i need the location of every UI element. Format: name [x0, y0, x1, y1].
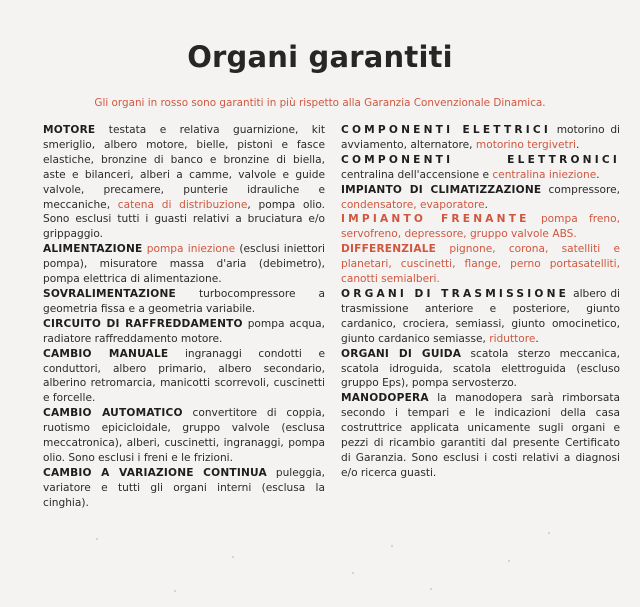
entry-label: MANODOPERA [341, 392, 429, 405]
entry-text: pompa acqua, radiatore raffreddamento motore. [43, 317, 325, 345]
entry-text-red: riduttore [489, 332, 536, 345]
entry-text: la manodopera sarà rimborsata secondo i tempari e le indicazioni della casa costruttrice applicata unicamente sugli organi e pezzi di ricambio garantiti dal presente Certificato di Garanzia. Sono esclusi i costi relativi a diagnosi e/o ricerca guasti. [341, 392, 620, 479]
entry-label: COMPONENTI ELETTRONICI [341, 153, 620, 166]
entry-label: CAMBIO MANUALE [43, 347, 169, 360]
entry-label: CIRCUITO DI RAFFREDDAMENTO [43, 317, 243, 330]
right-column [341, 123, 620, 481]
entry-sovralimentazione [43, 287, 325, 317]
entry-text-red: motorino tergivetri [475, 138, 576, 151]
entry-componenti-elettrici [341, 123, 620, 153]
entry-text-red: pompa freno, servofreno, depressore, gruppo valvole ABS. [341, 213, 620, 241]
entry-text-red: condensatore, evaporatore [341, 198, 485, 211]
entry-text-end: . [596, 168, 600, 181]
entry-motore [43, 123, 325, 242]
entry-text-red: centralina iniezione [492, 168, 597, 181]
entry-climatizzazione [341, 183, 620, 213]
entry-cambio-manuale [43, 347, 325, 407]
entry-text: ingranaggi condotti e conduttori, albero primario, albero secondario, alberino retromarcia, manicotti scorrevoli, cuscinetti e forcelle. [43, 347, 325, 405]
entry-raffreddamento [43, 317, 325, 347]
entry-text-end: , pompa olio. Sono esclusi tutti i guasti relativi a bruciatura e/o grippaggio. [43, 198, 325, 241]
entry-text-red: pompa iniezione [146, 243, 236, 256]
entry-label: CAMBIO AUTOMATICO [43, 407, 183, 420]
entry-label: IMPIANTO DI CLIMATIZZAZIONE [341, 183, 542, 196]
entry-text: compressore, [541, 183, 620, 196]
entry-cambio-automatico [43, 406, 325, 466]
entry-text: convertitore di coppia, ruotismo epicicloidale, gruppo valvole (esclusa meccatronica), alberi, cuscinetti, ingranaggi, pompa olio. Sono esclusi i freni e le frizioni. [43, 407, 325, 464]
entry-text-end: . [535, 332, 539, 345]
page-title: Organi garantiti [187, 40, 453, 74]
entry-manodopera [341, 391, 620, 480]
entry-alimentazione [43, 242, 325, 287]
entry-text: puleggia, variatore e tutti gli organi interni (esclusa la cinghia). [43, 466, 325, 509]
page-subtitle: Gli organi in rosso sono garantiti in più rispetto alla Garanzia Convenzionale Dinamica. [94, 97, 546, 109]
entry-organi-guida [341, 347, 620, 392]
entry-text: albero di trasmissione anteriore e posteriore, giunto cardanico, crociera, semiassi, giunto omocinetico, giunto cardanico semiasse, [341, 287, 620, 345]
entry-label: IMPIANTO FRENANTE [341, 213, 530, 226]
entry-label: ALIMENTAZIONE [43, 243, 143, 256]
entry-label: CAMBIO A VARIAZIONE CONTINUA [43, 466, 267, 479]
entry-differenziale [341, 242, 620, 287]
entry-text-red: catena di distribuzione [117, 198, 248, 211]
entry-text: turbocompressore a geometria fissa e a geometria variabile. [43, 287, 325, 315]
entry-text: (esclusi iniettori pompa), misuratore massa d'aria (debimetro), pompa elettrica di alimentazione. [43, 243, 325, 286]
entry-text-end: . [484, 198, 488, 211]
entry-text: centralina dell'accensione e [341, 168, 493, 181]
entry-cambio-variazione [43, 466, 325, 511]
left-column [43, 123, 325, 511]
entry-label: DIFFERENZIALE [341, 243, 437, 256]
entry-organi-trasmissione [341, 287, 620, 347]
entry-componenti-elettronici [341, 153, 620, 183]
entry-label: MOTORE [43, 124, 96, 136]
entry-text: testata e relativa guarnizione, kit smeriglio, albero motore, bielle, pistoni e fasce elastiche, bronzine di banco e bronzine di biella, aste e bilanceri, alberi a camme, valvole e guide valvole, precamere, punterie idrauliche e meccaniche, [43, 124, 325, 211]
entry-label: COMPONENTI ELETTRICI [341, 124, 551, 136]
entry-impianto-frenante [341, 212, 620, 242]
entry-text: scatola sterzo meccanica, scatola idroguida, scatola elettroguida (escluso gruppo Eps), pompa servosterzo. [341, 347, 620, 390]
entry-label: ORGANI DI GUIDA [341, 347, 462, 360]
entry-text-end: . [575, 138, 580, 151]
entry-text: motorino di avviamento, alternatore, [341, 124, 620, 151]
entry-label: ORGANI DI TRASMISSIONE [341, 287, 570, 300]
entry-label: SOVRALIMENTAZIONE [43, 287, 176, 300]
entry-text-red: pignone, corona, satelliti e planetari, cuscinetti, flange, perno portasatelliti, canotti semialberi. [341, 243, 620, 286]
